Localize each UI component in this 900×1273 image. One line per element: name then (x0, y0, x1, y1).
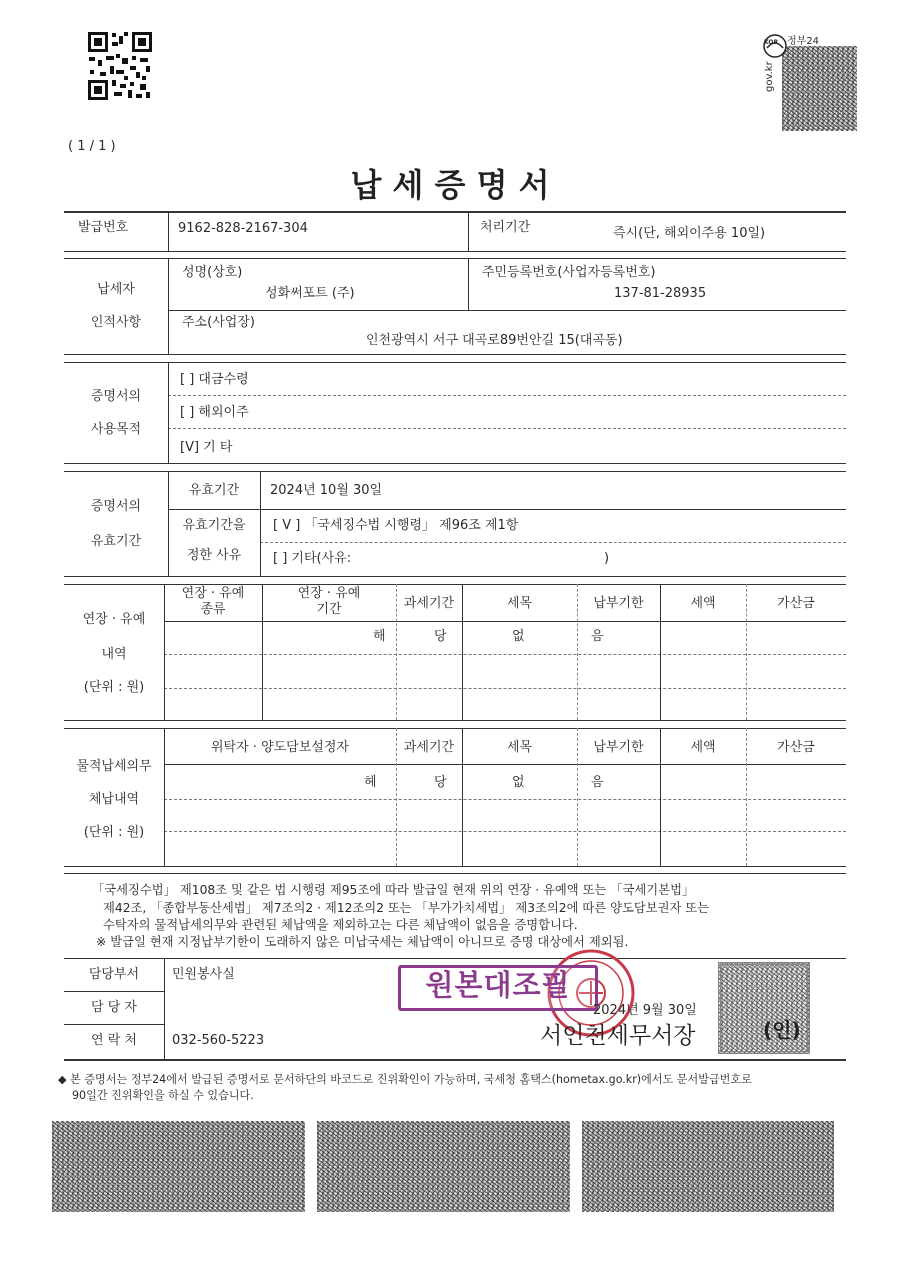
arrears-header-trustor: 위탁자 · 양도담보설정자 (211, 740, 349, 755)
statement-note: ※ 발급일 현재 지정납부기한이 도래하지 않은 미납국세는 체납액이 아니므로 증명 대상에서 제외됨. (96, 935, 629, 949)
validity-reason-other: [ ] 기타(사유: (273, 551, 352, 566)
document-title: 납 세 증 명 서 (350, 166, 550, 204)
purpose-option-other: [V] 기 타 (180, 440, 233, 455)
footer-line-2: 90일간 진위확인을 하실 수 있습니다. (72, 1089, 254, 1102)
validity-reason-label: 유효기간을 (182, 518, 246, 533)
arrears-header-tax-period: 과세기간 (403, 740, 455, 755)
deferral-header-amount: 세액 (690, 596, 716, 611)
kor-badge: KOR (764, 39, 779, 46)
seal-mark: (인) (763, 1018, 801, 1042)
processing-period-value: 즉시(단, 해외이주용 10일) (613, 226, 766, 241)
gov-kr-label: gov.kr (764, 61, 775, 92)
deferral-none-char-4: 음 (591, 629, 604, 644)
dept-label: 담당부서 (88, 967, 140, 982)
deferral-header-period-2: 기간 (316, 602, 342, 617)
purpose-section-label: 증명서의 (90, 389, 142, 404)
deferral-none-char-1: 해 (373, 629, 386, 644)
deferral-section-label: 연장 · 유예 (82, 612, 146, 627)
purpose-option-payment: [ ] 대금수령 (180, 372, 249, 387)
issuing-office: 서인천세무서장 (540, 1023, 696, 1049)
purpose-section-label-2: 사용목적 (90, 422, 142, 437)
reg-no-label: 주민등록번호(사업자등록번호) (482, 265, 656, 280)
qr-code (86, 30, 154, 102)
deferral-header-due-date: 납부기한 (593, 596, 644, 611)
purpose-option-emigration: [ ] 해외이주 (180, 405, 249, 420)
validity-period-label: 유효기간 (188, 483, 240, 498)
verification-code-top (782, 46, 857, 131)
issue-no-label: 발급번호 (78, 220, 129, 235)
arrears-none-char-3: 없 (512, 775, 525, 790)
deferral-header-tax-item: 세목 (506, 596, 533, 611)
deferral-header-type: 연장 · 유예 (181, 586, 245, 601)
form-top-border (64, 211, 846, 213)
reg-no-value: 137-81-28935 (614, 286, 707, 301)
validity-section-label-2: 유효기간 (90, 534, 142, 549)
address-value: 인천광역시 서구 대곡로89번안길 15(대곡동) (366, 333, 623, 348)
validity-period-value: 2024년 10월 30일 (270, 483, 383, 498)
verification-barcode-2 (317, 1121, 570, 1212)
phone-label: 연 락 처 (91, 1033, 137, 1048)
processing-period-label: 처리기간 (480, 220, 531, 235)
dept-value: 민원봉사실 (172, 967, 235, 982)
deferral-header-period: 연장 · 유예 (297, 586, 361, 601)
gov24-label: 정부24 (787, 36, 820, 47)
arrears-header-due-date: 납부기한 (593, 740, 644, 755)
issue-no-value: 9162-828-2167-304 (178, 221, 308, 236)
deferral-section-label-2: 내역 (101, 647, 127, 662)
arrears-section-label: 물적납세의무 (76, 759, 152, 774)
arrears-none-char-4: 음 (591, 775, 604, 790)
issue-date: 2024년 9월 30일 (593, 1003, 697, 1018)
verification-barcode-3 (582, 1121, 834, 1212)
arrears-unit-label: (단위 : 원) (83, 825, 145, 840)
phone-value: 032-560-5223 (172, 1033, 265, 1048)
validity-section-label: 증명서의 (90, 499, 142, 514)
statement-line-1: 「국세징수법」 제108조 및 같은 법 시행령 제95조에 따라 발급일 현재 위의 연장 · 유예액 또는 「국세기본법」 (92, 883, 695, 897)
arrears-none-char-2: 당 (434, 775, 447, 790)
deferral-header-tax-period: 과세기간 (403, 596, 455, 611)
validity-reason-label-2: 정한 사유 (186, 548, 242, 563)
footer-line-1: ◆ 본 증명서는 정부24에서 발급된 증명서로 문서하단의 바코드로 진위확인이 가능하며, 국세청 홈택스(hometax.go.kr)에서도 문서발급번호로 (58, 1073, 752, 1086)
original-copy-stamp-text: 원본대조필 (425, 968, 571, 1002)
deferral-none-char-2: 당 (434, 629, 447, 644)
name-label: 성명(상호) (182, 265, 243, 280)
statement-line-3: 수탁자의 물적납세의무와 관련된 체납액을 제외하고는 다른 체납액이 없음을 증명합니다. (103, 918, 578, 932)
deferral-unit-label: (단위 : 원) (83, 680, 145, 695)
taxpayer-section-label-2: 인적사항 (90, 315, 142, 330)
deferral-header-surcharge: 가산금 (777, 596, 815, 611)
name-value: 성화써포트 (주) (265, 286, 355, 301)
taxpayer-section-label: 납세자 (97, 282, 135, 297)
arrears-section-label-2: 체납내역 (88, 792, 140, 807)
deferral-none-char-3: 없 (512, 629, 525, 644)
arrears-none-char-1: 헤 (364, 775, 377, 790)
arrears-header-amount: 세액 (690, 740, 716, 755)
statement-line-2: 제42조, 「종합부동산세법」 제7조의2 · 제12조의2 또는 「부가가치세법」 제3조의2에 따른 양도담보권자 또는 (103, 901, 710, 915)
validity-reason-close: ) (604, 551, 610, 566)
address-label: 주소(사업장) (182, 315, 255, 330)
arrears-header-surcharge: 가산금 (777, 740, 815, 755)
validity-reason-statute: [ V ] 「국세징수법 시행령」 제96조 제1항 (273, 518, 519, 533)
arrears-header-tax-item: 세목 (506, 740, 533, 755)
person-label: 담 당 자 (91, 1000, 137, 1015)
verification-barcode-1 (52, 1121, 305, 1212)
deferral-header-type-2: 종류 (200, 602, 226, 617)
form-bottom-border (64, 1059, 846, 1061)
page-indicator: ( 1 / 1 ) (68, 139, 116, 154)
